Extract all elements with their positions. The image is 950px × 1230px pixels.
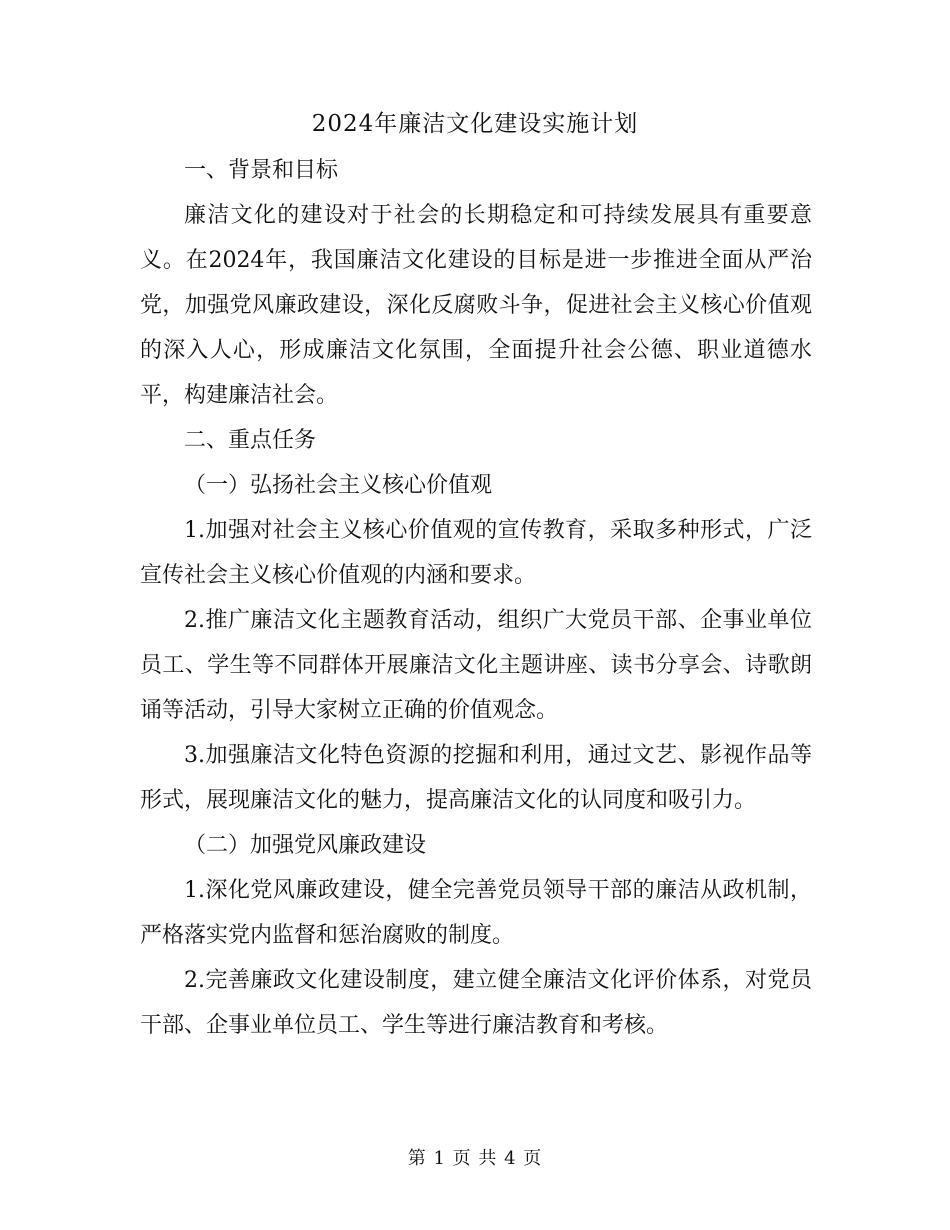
subsection-heading-2: （二）加强党风廉政建设: [184, 833, 427, 858]
section-heading-tasks: 二、重点任务: [184, 428, 317, 453]
page-number-footer: 第 1 页 共 4 页: [407, 1148, 543, 1169]
task-item-2-1: 1.深化党风廉政建设，健全完善党员领导干部的廉洁从政机制，严格落实党内监督和惩治腐败的制度。: [140, 878, 812, 948]
document-title: 2024年廉洁文化建设实施计划: [311, 111, 639, 137]
task-item-2-2: 2.完善廉政文化建设制度，建立健全廉洁文化评价体系，对党员干部、企事业单位员工、学生等进行廉洁教育和考核。: [140, 968, 812, 1038]
task-item-1-3: 3.加强廉洁文化特色资源的挖掘和利用，通过文艺、影视作品等形式，展现廉洁文化的魅力，提高廉洁文化的认同度和吸引力。: [140, 743, 812, 813]
section-heading-background: 一、背景和目标: [184, 158, 339, 183]
subsection-heading-1: （一）弘扬社会主义核心价值观: [184, 473, 493, 498]
task-item-1-2: 2.推广廉洁文化主题教育活动，组织广大党员干部、企事业单位员工、学生等不同群体开展廉洁文化主题讲座、读书分享会、诗歌朗诵等活动，引导大家树立正确的价值观念。: [140, 608, 812, 723]
task-item-1-1: 1.加强对社会主义核心价值观的宣传教育，采取多种形式，广泛宣传社会主义核心价值观的内涵和要求。: [140, 518, 812, 588]
paragraph-background: 廉洁文化的建设对于社会的长期稳定和可持续发展具有重要意义。在2024年，我国廉洁文化建设的目标是进一步推进全面从严治党，加强党风廉政建设，深化反腐败斗争，促进社会主义核心价值观的深入人心，形成廉洁文化氛围，全面提升社会公德、职业道德水平，构建廉洁社会。: [140, 203, 812, 408]
document-body: [140, 148, 812, 1048]
